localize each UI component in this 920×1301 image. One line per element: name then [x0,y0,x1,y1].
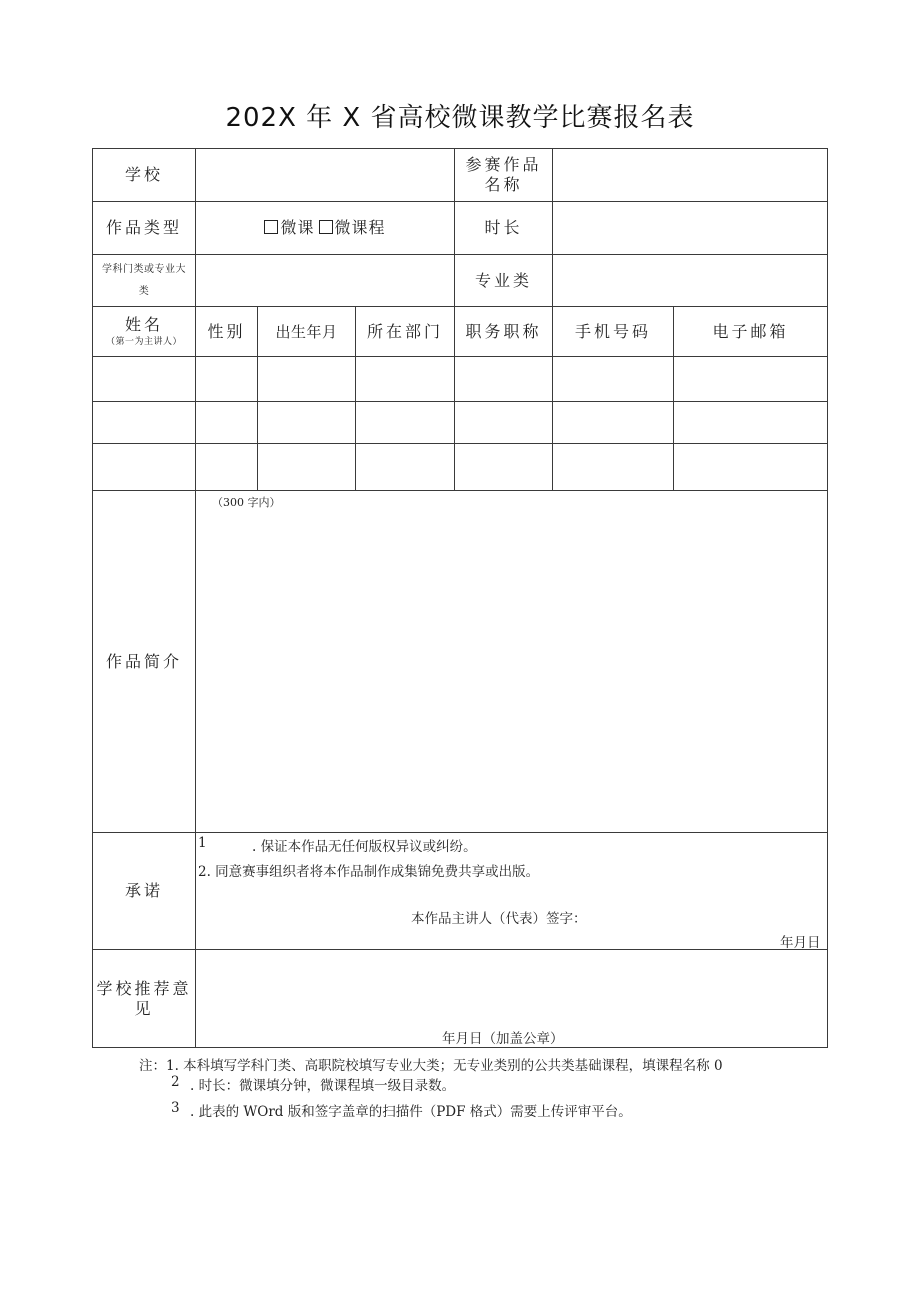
header-name-text: 姓名 [124,314,163,334]
header-phone: 手机号码 [574,321,651,341]
member-gender-cell[interactable] [196,444,257,490]
recommend-label: 学校推荐意见 [96,978,192,1018]
major-label: 专业类 [474,270,532,290]
discipline-label: 学科门类或专业大类 [102,263,186,297]
pledge-item1-text: . 保证本作品无任何版权异议或纠纷。 [252,839,477,855]
member-birth-cell[interactable] [258,402,355,443]
recommend-date-seal: 年月日（加盖公章） [442,1031,564,1047]
work-name-field[interactable] [553,149,827,201]
note-line-1: 注：1. 本科填写学科门类、高职院校填写专业大类；无专业类别的公共类基础课程，填课程名称 0 [139,1058,723,1074]
member-name-cell[interactable] [93,357,195,401]
header-gender: 性别 [207,321,246,341]
duration-field[interactable] [553,202,827,254]
note-line-3-number: 3 [171,1100,180,1116]
member-name-cell[interactable] [93,402,195,443]
duration-label: 时长 [484,218,523,237]
member-birth-cell[interactable] [258,444,355,490]
intro-label: 作品简介 [105,651,182,671]
intro-hint: （300 字内） [212,496,281,509]
member-department-cell[interactable] [356,402,454,443]
school-field[interactable] [196,149,454,201]
member-gender-cell[interactable] [196,357,257,401]
microlesson-checkbox[interactable]: 微课 [264,218,314,238]
header-name [93,307,195,356]
member-phone-cell[interactable] [553,357,673,401]
form-title: 202X 年 X 省高校微课教学比赛报名表 [225,103,695,133]
work-name-label: 参赛作品名称 [465,155,542,194]
work-type-options [196,202,454,254]
pledge-signature: 本作品主讲人（代表）签字： [411,911,587,927]
table-border-right [827,148,828,1048]
row-divider [92,832,828,833]
work-type-label: 作品类型 [105,218,182,237]
microcourse-checkbox[interactable]: 微课程 [319,218,386,238]
member-title-cell[interactable] [455,357,552,401]
note-line-2-text: . 时长：微课填分钟，微课程填一级目录数。 [190,1078,456,1094]
member-email-cell[interactable] [674,402,827,443]
header-birth: 出生年月 [275,322,338,341]
discipline-field[interactable] [196,255,454,306]
pledge-date: 年月日 [780,935,821,951]
note-line-3-text: . 此表的 WOrd 版和签字盖章的扫描件（PDF 格式）需要上传评审平台。 [190,1104,632,1120]
header-title: 职务职称 [465,321,542,341]
member-email-cell[interactable] [674,444,827,490]
intro-field[interactable] [196,491,827,832]
pledge-label: 承诺 [124,881,163,900]
header-name-note: （第一为主讲人） [105,336,182,347]
checkbox-icon [319,220,333,234]
member-phone-cell[interactable] [553,444,673,490]
header-department: 所在部门 [366,321,443,341]
member-phone-cell[interactable] [553,402,673,443]
header-email: 电子邮箱 [712,321,789,341]
pledge-item2-text: 2. 同意赛事组织者将本作品制作成集锦免费共享或出版。 [198,864,540,880]
member-birth-cell[interactable] [258,357,355,401]
note-line-2-number: 2 [171,1074,180,1090]
table-border-bottom [92,1047,828,1048]
major-field[interactable] [553,255,827,306]
pledge-item1-number: 1 [198,835,207,851]
member-email-cell[interactable] [674,357,827,401]
member-title-cell[interactable] [455,402,552,443]
member-department-cell[interactable] [356,357,454,401]
checkbox-icon [264,220,278,234]
school-label: 学校 [124,165,163,184]
member-name-cell[interactable] [93,444,195,490]
member-department-cell[interactable] [356,444,454,490]
member-gender-cell[interactable] [196,402,257,443]
member-title-cell[interactable] [455,444,552,490]
